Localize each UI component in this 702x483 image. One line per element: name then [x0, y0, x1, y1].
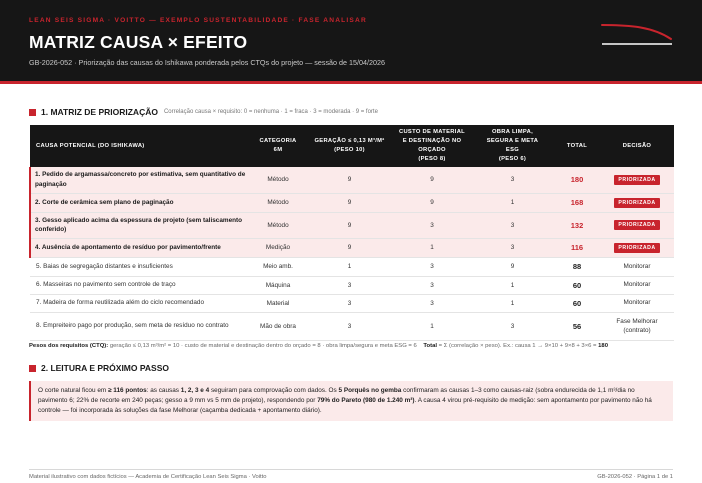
category-cell: Método — [250, 167, 306, 193]
reading-emphasis: 5 Porquês no gemba — [338, 387, 402, 394]
footer-left: Material ilustrativo com dados fictícios — Academia de Certificação Lean Seis Sigma · Voitto — [29, 474, 267, 480]
page-title: MATRIZ CAUSA × EFEITO — [29, 32, 248, 52]
clean-score-cell: 3 — [471, 238, 554, 257]
cause-cell: 6. Masseiras no pavimento sem controle de traço — [30, 276, 250, 294]
section-marker-icon — [29, 109, 36, 116]
category-cell: Método — [250, 212, 306, 238]
header-col-cost: CUSTO DE MATERIAL E DESTINAÇÃO NO ORÇADO (PESO 8) — [393, 125, 471, 167]
cause-cell: 2. Corte de cerâmica sem plano de paginação — [30, 193, 250, 212]
generation-score-cell: 3 — [306, 276, 393, 294]
footer-right: GB-2026-052 · Página 1 de 1 — [597, 474, 673, 480]
section-2-heading — [29, 363, 169, 373]
decision-cell: Monitorar — [600, 294, 674, 312]
total-cell: 60 — [554, 276, 600, 294]
total-label: Total — [423, 343, 437, 349]
decision-cell — [600, 238, 674, 257]
cause-cell: 1. Pedido de argamassa/concreto por estimativa, sem quantitativo de paginação — [30, 167, 250, 193]
decision-cell: Monitorar — [600, 276, 674, 294]
table-header-row — [30, 125, 674, 167]
header-accent-bar — [0, 81, 702, 84]
priority-badge: PRIORIZADA — [614, 175, 659, 185]
cost-score-cell: 1 — [393, 312, 471, 340]
priority-badge: PRIORIZADA — [614, 243, 659, 253]
section-1-heading — [29, 107, 378, 117]
footer-divider — [29, 469, 673, 470]
table-row — [30, 212, 674, 238]
total-formula: = Σ (correlação × peso). Ex.: causa 1 → 9×10 + 9×8 + 3×6 = — [438, 343, 597, 349]
header-col-category: CATEGORIA 6M — [250, 125, 306, 167]
section-2-title: 2. LEITURA E PRÓXIMO PASSO — [41, 363, 169, 373]
total-example: 180 — [598, 343, 608, 349]
priority-badge: PRIORIZADA — [614, 220, 659, 230]
header-col-total: TOTAL — [554, 125, 600, 167]
total-cell: 116 — [554, 238, 600, 257]
category-cell: Medição — [250, 238, 306, 257]
decision-cell — [600, 167, 674, 193]
table-row — [30, 238, 674, 257]
clean-score-cell: 9 — [471, 257, 554, 276]
section-marker-icon — [29, 365, 36, 372]
clean-score-cell: 1 — [471, 294, 554, 312]
reading-emphasis: ≥ 116 pontos — [107, 387, 147, 394]
cost-score-cell: 9 — [393, 167, 471, 193]
weights-note — [29, 343, 608, 349]
table-row — [30, 167, 674, 193]
cause-cell: 4. Ausência de apontamento de resíduo por pavimento/frente — [30, 238, 250, 257]
category-cell: Mão de obra — [250, 312, 306, 340]
cause-cell: 7. Madeira de forma reutilizada além do ciclo recomendado — [30, 294, 250, 312]
priority-matrix-table — [29, 125, 674, 341]
table-row — [30, 193, 674, 212]
generation-score-cell: 9 — [306, 212, 393, 238]
generation-score-cell: 3 — [306, 312, 393, 340]
weights-text: geração ≤ 0,13 m³/m² = 10 · custo de material e destinação dentro do orçado = 8 · obra limpa/segura e meta ESG = 6 — [109, 343, 417, 349]
cost-score-cell: 3 — [393, 276, 471, 294]
decision-cell: Monitorar — [600, 257, 674, 276]
total-cell: 132 — [554, 212, 600, 238]
weights-label: Pesos dos requisitos (CTQ): — [29, 343, 109, 349]
cause-cell: 8. Empreiteiro pago por produção, sem meta de resíduo no contrato — [30, 312, 250, 340]
reading-emphasis: 79% do Pareto (980 de 1.240 m³) — [317, 397, 415, 404]
reading-text: confirmaram as causas 1–3 como causas-raiz (sobra endurecida de 1,1 m³/dia no pavimento 6; 22% de recorte em 240 peças; gesso a 9 mm vs 5 mm de projeto), respondendo por — [38, 387, 635, 404]
reading-text: . A causa 4 virou pré-requisito de medição: sem apontamento por pavimento não há controle — foi incorporada às soluções da fase Melhorar (caçamba dedicada + apontamento diário). — [38, 397, 652, 414]
table-row — [30, 312, 674, 340]
clean-score-cell: 3 — [471, 312, 554, 340]
category-cell: Método — [250, 193, 306, 212]
cost-score-cell: 9 — [393, 193, 471, 212]
category-cell: Meio amb. — [250, 257, 306, 276]
total-cell: 60 — [554, 294, 600, 312]
reading-text: O corte natural ficou em — [38, 387, 108, 394]
table-row — [30, 294, 674, 312]
header-col-clean: OBRA LIMPA, SEGURA E META ESG (PESO 6) — [471, 125, 554, 167]
generation-score-cell: 9 — [306, 193, 393, 212]
reading-text: seguiram para comprovação com dados. Os — [209, 387, 339, 394]
header-col-cause: CAUSA POTENCIAL (DO ISHIKAWA) — [30, 125, 250, 167]
category-cell: Material — [250, 294, 306, 312]
section-1-title: 1. MATRIZ DE PRIORIZAÇÃO — [41, 107, 158, 117]
reading-text: : as causas — [146, 387, 181, 394]
decision-cell — [600, 212, 674, 238]
category-cell: Máquina — [250, 276, 306, 294]
cause-cell: 5. Baias de segregação distantes e insuficientes — [30, 257, 250, 276]
table-row — [30, 276, 674, 294]
generation-score-cell: 3 — [306, 294, 393, 312]
generation-score-cell: 9 — [306, 167, 393, 193]
reading-box — [29, 381, 673, 421]
cost-score-cell: 3 — [393, 257, 471, 276]
decision-cell: Fase Melhorar (contrato) — [600, 312, 674, 340]
total-cell: 88 — [554, 257, 600, 276]
cost-score-cell: 3 — [393, 294, 471, 312]
header-subtitle: GB-2026-052 · Priorização das causas do Ishikawa ponderada pelos CTQs do projeto — sessão de 15/04/2026 — [29, 58, 385, 67]
decision-cell — [600, 193, 674, 212]
report-header — [0, 0, 702, 81]
generation-score-cell: 9 — [306, 238, 393, 257]
header-col-decision: DECISÃO — [600, 125, 674, 167]
total-cell: 56 — [554, 312, 600, 340]
clean-score-cell: 3 — [471, 212, 554, 238]
header-eyebrow: LEAN SEIS SIGMA · VOITTO — EXEMPLO SUSTENTABILIDADE · FASE ANALISAR — [29, 17, 367, 24]
reading-emphasis: 1, 2, 3 e 4 — [180, 387, 210, 394]
total-cell: 168 — [554, 193, 600, 212]
table-row — [30, 257, 674, 276]
cause-cell: 3. Gesso aplicado acima da espessura de projeto (sem taliscamento conferido) — [30, 212, 250, 238]
clean-score-cell: 1 — [471, 193, 554, 212]
cost-score-cell: 3 — [393, 212, 471, 238]
cost-score-cell: 1 — [393, 238, 471, 257]
clean-score-cell: 3 — [471, 167, 554, 193]
header-col-generation: GERAÇÃO ≤ 0,13 M³/M² (PESO 10) — [306, 125, 393, 167]
total-cell: 180 — [554, 167, 600, 193]
swoosh-logo-icon — [601, 16, 673, 46]
clean-score-cell: 1 — [471, 276, 554, 294]
section-1-note: Correlação causa × requisito: 0 = nenhuma · 1 = fraca · 3 = moderada · 9 = forte — [163, 109, 378, 115]
generation-score-cell: 1 — [306, 257, 393, 276]
priority-badge: PRIORIZADA — [614, 198, 659, 208]
